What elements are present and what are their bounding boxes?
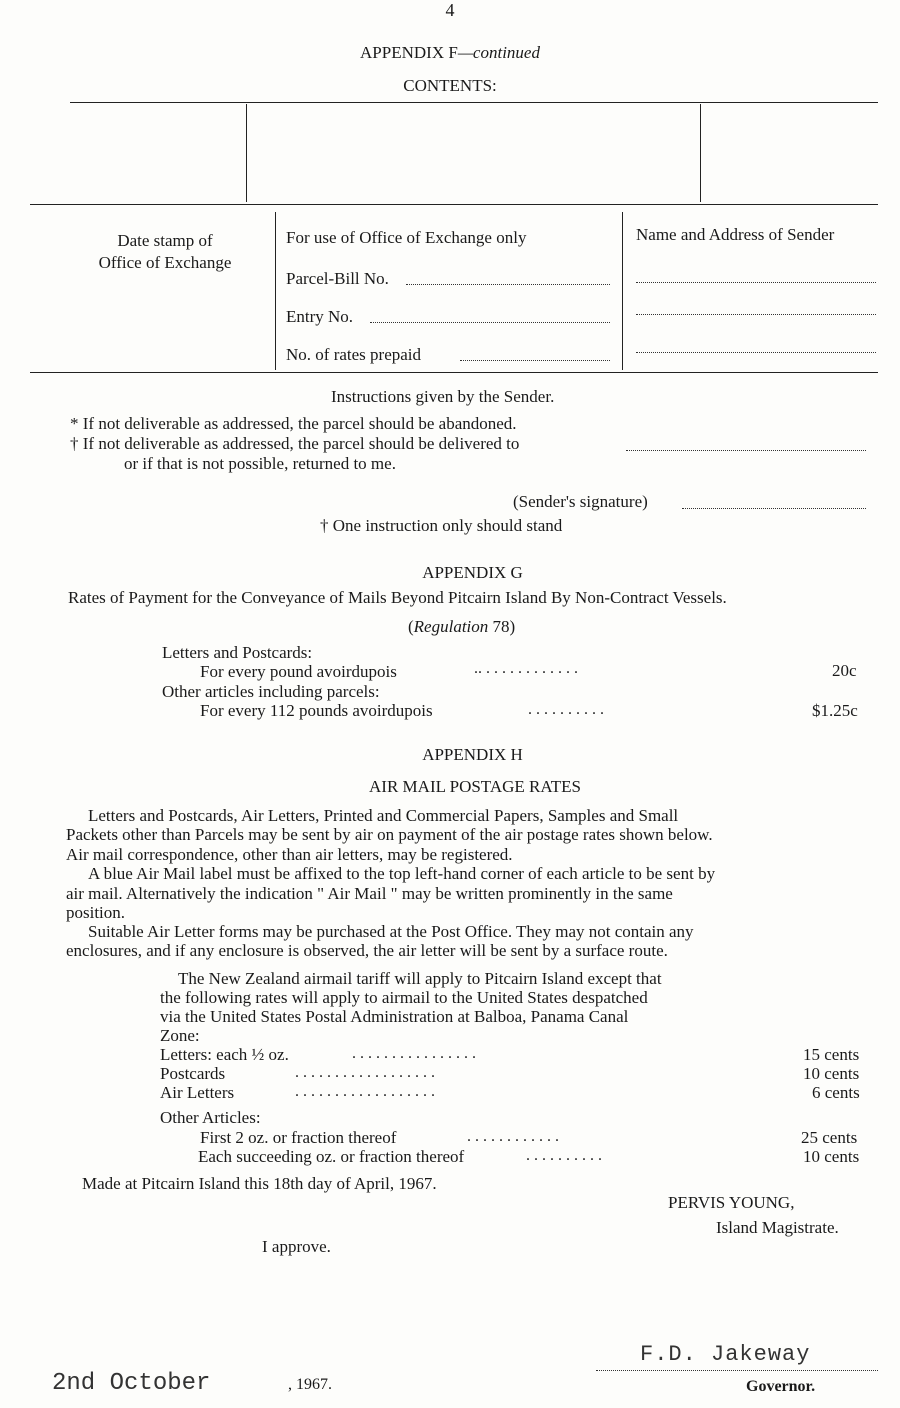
parcel-bill-field[interactable] [406,284,610,285]
appendix-g-regulation [408,617,515,637]
governor-signature-line [596,1370,878,1371]
g-row-1-leaders: .. . . . . . . . . . . . . [474,660,578,677]
h-para1-line1: Letters and Postcards, Air Letters, Printed and Commercial Papers, Samples and Small [88,806,679,825]
h-para2-line3: position. [66,903,126,922]
appendix-f-continued: —continued [457,43,540,62]
date-stamp-label [60,230,270,274]
appendix-g-title: APPENDIX G [422,563,523,582]
rate-postcards-value: 10 cents [803,1064,860,1083]
date-year: , 1967. [288,1376,332,1393]
h-para2-line1: A blue Air Mail label must be affixed to the top left-hand corner of each article to be sent by [88,864,716,883]
rate-postcards-label: Postcards [160,1064,226,1083]
rate-letters-leaders: . . . . . . . . . . . . . . . . [352,1045,476,1062]
page-number: 4 [445,0,455,20]
rates-prepaid-field[interactable] [460,360,610,361]
date-stamp-line-2: Office of Exchange [98,253,232,272]
regulation-number: 78) [492,617,516,636]
g-row-2-sub: For every 112 pounds avoirdupois [200,701,433,720]
sender-label: Name and Address of Sender [636,225,835,244]
rate-each-oz-value: 10 cents [803,1147,860,1166]
rate-letters-label: Letters: each ½ oz. [160,1045,289,1064]
appendix-f-title: APPENDIX F [360,43,458,62]
rate-airletters-label: Air Letters [160,1083,235,1102]
appendix-g-subtitle: Rates of Payment for the Conveyance of Mails Beyond Pitcairn Island By Non-Contract Vessels. [68,588,727,607]
rate-first2oz-value: 25 cents [801,1128,858,1147]
rate-first2oz-label: First 2 oz. or fraction thereof [200,1128,397,1147]
h-para1-line3: Air mail correspondence, other than air letters, may be registered. [66,845,513,864]
rates-prepaid-label: No. of rates prepaid [286,345,422,364]
instruction-abandon: * If not deliverable as addressed, the parcel should be abandoned. [70,414,517,433]
magistrate-title: Island Magistrate. [716,1218,839,1237]
rate-each-oz-leaders: . . . . . . . . . . [526,1147,602,1164]
instruction-return: or if that is not possible, returned to me. [124,454,396,473]
regulation-open: ( [408,617,414,636]
regulation-word: Regulation [413,617,489,636]
entry-no-field[interactable] [370,322,610,323]
deliver-to-field[interactable] [626,450,866,451]
exchange-use-label: For use of Office of Exchange only [286,228,527,247]
entry-no-label: Entry No. [286,307,354,326]
g-row-1-sub: For every pound avoirdupois [200,662,397,681]
governor-title: Governor. [746,1378,816,1395]
instructions-heading: Instructions given by the Sender. [331,387,555,406]
approve-statement: I approve. [262,1237,331,1256]
magistrate-name: PERVIS YOUNG, [668,1193,795,1212]
instruction-deliver: † If not deliverable as addressed, the parcel should be delivered to [70,434,520,453]
appendix-h-title: APPENDIX H [422,745,523,764]
h-para1-line2: Packets other than Parcels may be sent by air on payment of the air postage rates shown below. [66,825,713,844]
h-para4-line4: Zone: [160,1026,200,1045]
signature-field[interactable] [682,508,866,509]
sender-line-3[interactable] [636,352,876,353]
signature-label: (Sender's signature) [513,492,648,511]
made-at-statement: Made at Pitcairn Island this 18th day of April, 1967. [82,1174,437,1193]
h-para3-line2: enclosures, and if any enclosure is observed, the air letter will be sent by a surface route. [66,941,668,960]
g-row-1-label: Letters and Postcards: [162,643,313,662]
parcel-bill-label: Parcel-Bill No. [286,269,389,288]
rate-letters-value: 15 cents [803,1045,860,1064]
g-row-1-value: 20c [832,661,857,680]
contents-label: CONTENTS: [403,76,497,95]
sender-line-1[interactable] [636,282,876,283]
rate-first2oz-leaders: . . . . . . . . . . . . [467,1128,559,1145]
governor-signature: F.D. Jakeway [640,1342,811,1367]
h-para2-line2: air mail. Alternatively the indication " Air Mail " may be written prominently in the same [66,884,673,903]
h-para4-line2: the following rates will apply to airmail to the United States despatched [160,988,648,1007]
g-row-2-value: $1.25c [812,701,858,720]
rate-airletters-leaders: . . . . . . . . . . . . . . . . . . [295,1083,435,1100]
sender-line-2[interactable] [636,314,876,315]
rate-postcards-leaders: . . . . . . . . . . . . . . . . . . [295,1064,435,1081]
g-row-2-label: Other articles including parcels: [162,682,380,701]
other-articles-label: Other Articles: [160,1108,261,1127]
typed-date: 2nd October [52,1370,211,1397]
appendix-h-subtitle: AIR MAIL POSTAGE RATES [369,777,581,796]
h-para4-line3: via the United States Postal Administration at Balboa, Panama Canal [160,1007,629,1026]
rate-each-oz-label: Each succeeding oz. or fraction thereof [198,1147,465,1166]
h-para4-line1: The New Zealand airmail tariff will apply to Pitcairn Island except that [178,969,662,988]
one-instruction-note: † One instruction only should stand [320,516,563,535]
date-stamp-line-1: Date stamp of [117,231,213,250]
appendix-f-heading [0,43,900,63]
g-row-2-leaders: . . . . . . . . . . [528,701,604,718]
rate-airletters-value: 6 cents [812,1083,860,1102]
h-para3-line1: Suitable Air Letter forms may be purchased at the Post Office. They may not contain any [88,922,694,941]
